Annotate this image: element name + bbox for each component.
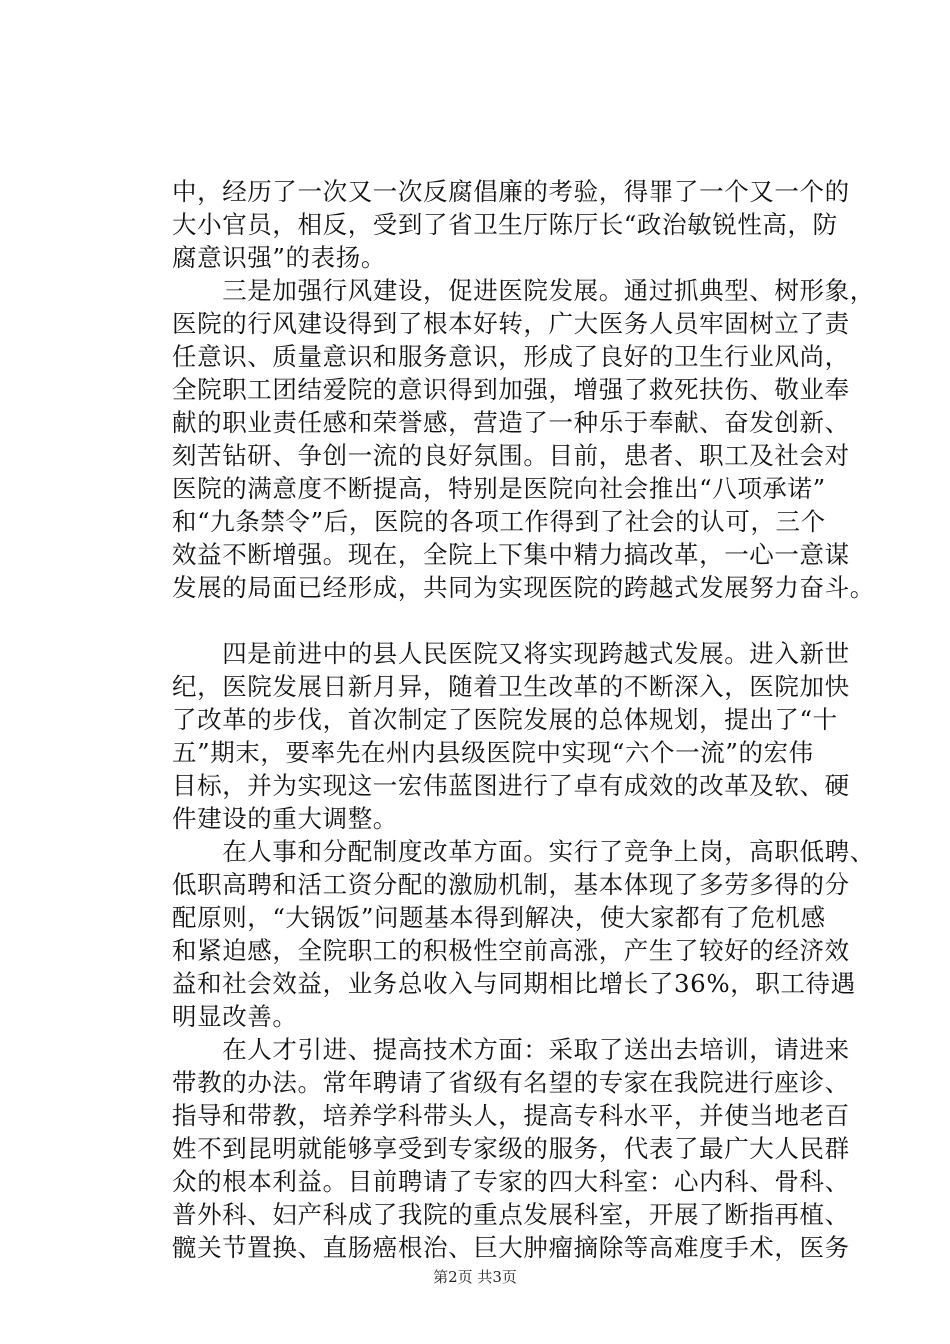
document-body bbox=[172, 175, 875, 1264]
text-line: 三是加强行风建设，促进医院发展。通过抓典型、树形象， bbox=[172, 276, 875, 305]
text-line: 五”期末，要率先在州内县级医院中实现“六个一流”的宏伟 bbox=[172, 738, 814, 767]
text-line: 医院的满意度不断提高，特别是医院向社会推出“八项承诺” bbox=[172, 474, 826, 503]
text-line: 了改革的步伐，首次制定了医院发展的总体规划，提出了“十 bbox=[172, 705, 838, 734]
paragraph-gap bbox=[172, 604, 852, 637]
text-line: 和“九条禁令”后，医院的各项工作得到了社会的认可，三个 bbox=[172, 507, 826, 536]
text-line: 众的根本利益。目前聘请了专家的四大科室：心内科、骨科、 bbox=[172, 1167, 850, 1196]
text-line: 刻苦钻研、争创一流的良好氛围。目前，患者、职工及社会对 bbox=[172, 441, 850, 470]
text-line: 纪，医院发展日新月异，随着卫生改革的不断深入，医院加快 bbox=[172, 672, 850, 701]
text-line: 件建设的重大调整。 bbox=[172, 804, 398, 833]
text-line: 姓不到昆明就能够享受到专家级的服务，代表了最广大人民群 bbox=[172, 1134, 850, 1163]
text-line: 在人事和分配制度改革方面。实行了竞争上岗，高职低聘、 bbox=[172, 837, 875, 866]
page-footer: 第2页 共3页 bbox=[433, 1268, 517, 1286]
text-line: 腐意识强”的表扬。 bbox=[172, 243, 386, 272]
text-line: 献的职业责任感和荣誉感，营造了一种乐于奉献、奋发创新、 bbox=[172, 408, 850, 437]
text-line: 全院职工团结爱院的意识得到加强，增强了救死扶伤、敬业奉 bbox=[172, 375, 850, 404]
text-line: 效益不断增强。现在，全院上下集中精力搞改革，一心一意谋 bbox=[172, 540, 850, 569]
text-line: 益和社会效益，业务总收入与同期相比增长了36%，职工待遇 bbox=[172, 969, 856, 998]
text-line: 配原则，“大锅饭”问题基本得到解决，使大家都有了危机感 bbox=[172, 903, 826, 932]
text-line: 在人才引进、提高技术方面：采取了送出去培训，请进来 bbox=[172, 1035, 850, 1064]
text-line: 和紧迫感，全院职工的积极性空前高涨，产生了较好的经济效 bbox=[172, 936, 850, 965]
text-line: 医院的行风建设得到了根本好转，广大医务人员牢固树立了责 bbox=[172, 309, 850, 338]
text-line: 任意识、质量意识和服务意识，形成了良好的卫生行业风尚， bbox=[172, 342, 850, 371]
text-line: 低职高聘和活工资分配的激励机制，基本体现了多劳多得的分 bbox=[172, 870, 850, 899]
text-line: 大小官员，相反，受到了省卫生厅陈厅长“政治敏锐性高，防 bbox=[172, 210, 838, 239]
text-line: 髋关节置换、直肠癌根治、巨大肿瘤摘除等高难度手术，医务 bbox=[172, 1233, 850, 1262]
text-line: 带教的办法。常年聘请了省级有名望的专家在我院进行座诊、 bbox=[172, 1068, 850, 1097]
text-line: 中，经历了一次又一次反腐倡廉的考验，得罪了一个又一个的 bbox=[172, 177, 850, 206]
text-line: 发展的局面已经形成，共同为实现医院的跨越式发展努力奋斗。 bbox=[172, 573, 875, 602]
text-line: 四是前进中的县人民医院又将实现跨越式发展。进入新世 bbox=[172, 639, 850, 668]
text-line: 普外科、妇产科成了我院的重点发展科室，开展了断指再植、 bbox=[172, 1200, 850, 1229]
text-line: 目标，并为实现这一宏伟蓝图进行了卓有成效的改革及软、硬 bbox=[172, 771, 850, 800]
text-line: 指导和带教，培养学科带头人，提高专科水平，并使当地老百 bbox=[172, 1101, 850, 1130]
text-line: 明显改善。 bbox=[172, 1002, 298, 1031]
